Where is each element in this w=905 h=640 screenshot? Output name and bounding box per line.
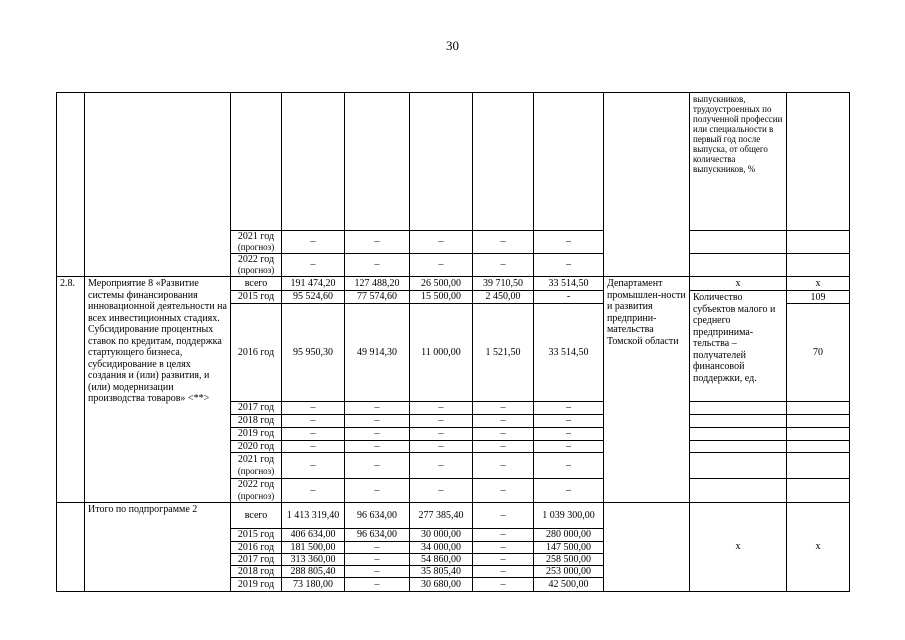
amount-cell: 11 000,00 <box>409 303 472 401</box>
year-cell <box>230 553 281 565</box>
indicator-value-empty <box>786 427 850 440</box>
amount-cell: 258 500,00 <box>533 553 603 565</box>
year-label: 2019 год <box>237 428 275 440</box>
amount-cell: – <box>344 401 409 414</box>
year-cell <box>230 230 281 253</box>
forecast-note: (прогноз) <box>237 265 275 275</box>
amount-cell: – <box>472 427 533 440</box>
amount-cell: – <box>281 230 344 253</box>
year-cell <box>230 290 281 303</box>
amount-cell: 181 500,00 <box>281 541 344 553</box>
year-cell <box>230 401 281 414</box>
amount-cell: – <box>344 253 409 276</box>
amount-cell: 30 000,00 <box>409 528 472 541</box>
indicator-value-2016: 70 <box>786 303 850 401</box>
amount-cell: – <box>533 401 603 414</box>
amount-cell: 26 500,00 <box>409 276 472 290</box>
year-label: 2017 год <box>237 553 275 565</box>
amount-cell: – <box>533 440 603 452</box>
amount-cell: – <box>472 440 533 452</box>
amount-cell: – <box>409 414 472 427</box>
amount-cell: – <box>409 452 472 478</box>
amount-cell: – <box>533 230 603 253</box>
amount-cell: 49 914,30 <box>344 303 409 401</box>
year-label: 2020 год <box>237 440 275 452</box>
amount-cell: 313 360,00 <box>281 553 344 565</box>
year-cell <box>230 452 281 478</box>
amount-cell: 1 039 300,00 <box>533 502 603 528</box>
amount-cell: 42 500,00 <box>533 577 603 592</box>
amount-cell: 288 805,40 <box>281 565 344 577</box>
executor-name: Департамент промышлен-ности и развития предприни-мательства Томской области <box>603 276 689 502</box>
forecast-note: (прогноз) <box>237 465 275 476</box>
year-label: 2015 год <box>237 291 275 303</box>
year-cell <box>230 565 281 577</box>
amount-cell: 191 474,20 <box>281 276 344 290</box>
indicator-name-empty <box>689 230 786 253</box>
amount-cell: 280 000,00 <box>533 528 603 541</box>
year-label: всего <box>244 277 268 289</box>
year-cell <box>230 541 281 553</box>
amount-cell: 277 385,40 <box>409 502 472 528</box>
amount-cell: – <box>281 478 344 502</box>
amount-cell: – <box>472 230 533 253</box>
indicator-value-empty <box>786 401 850 414</box>
amount-cell: – <box>344 414 409 427</box>
amount-cell: – <box>472 528 533 541</box>
amount-cell: – <box>281 452 344 478</box>
year-label: 2016 год <box>237 346 275 358</box>
amount-cell: – <box>344 230 409 253</box>
amount-cell: 406 634,00 <box>281 528 344 541</box>
indicator-name: Количество субъектов малого и среднего предпринима-тельства – получателей финансовой поддержки, ед. <box>689 290 786 401</box>
amount-cell-empty <box>281 92 344 230</box>
amount-cell: 127 488,20 <box>344 276 409 290</box>
year-cell <box>230 276 281 290</box>
amount-cell: 15 500,00 <box>409 290 472 303</box>
forecast-note: (прогноз) <box>237 242 275 252</box>
amount-cell: 253 000,00 <box>533 565 603 577</box>
indicator-name-empty <box>689 253 786 276</box>
name-cell-empty <box>84 92 230 276</box>
year-cell-empty <box>230 92 281 230</box>
amount-cell-empty <box>409 92 472 230</box>
amount-cell: – <box>344 553 409 565</box>
year-label: всего <box>244 509 268 521</box>
year-label: 2019 год <box>237 578 275 590</box>
amount-cell: 39 710,50 <box>472 276 533 290</box>
amount-cell: 147 500,00 <box>533 541 603 553</box>
amount-cell: 95 524,60 <box>281 290 344 303</box>
amount-cell: – <box>344 541 409 553</box>
indicator-name-empty <box>689 401 786 414</box>
amount-cell: – <box>472 502 533 528</box>
year-cell <box>230 577 281 592</box>
year-label: 2017 год <box>237 402 275 414</box>
year-cell <box>230 427 281 440</box>
amount-cell: – <box>344 427 409 440</box>
indicator-name: выпускников, трудоустроенных по полученной профессии или специальности в первый год после выпуска, от общего количества выпускников, % <box>689 92 786 230</box>
amount-cell: – <box>281 414 344 427</box>
year-cell <box>230 253 281 276</box>
amount-cell: – <box>472 253 533 276</box>
indicator-name-empty <box>689 427 786 440</box>
amount-cell: – <box>533 427 603 440</box>
amount-cell: – <box>281 253 344 276</box>
indicator-x: x <box>786 276 850 290</box>
amount-cell: 96 634,00 <box>344 528 409 541</box>
amount-cell-empty <box>344 92 409 230</box>
amount-cell: – <box>472 565 533 577</box>
amount-cell: 1 413 319,40 <box>281 502 344 528</box>
amount-cell: – <box>344 565 409 577</box>
year-cell <box>230 528 281 541</box>
amount-cell: – <box>409 401 472 414</box>
amount-cell: 33 514,50 <box>533 303 603 401</box>
amount-cell: – <box>472 553 533 565</box>
executor-cell-empty <box>603 502 689 592</box>
amount-cell: – <box>472 401 533 414</box>
year-label: 2021 год <box>237 454 275 465</box>
amount-cell: – <box>533 414 603 427</box>
indicator-value-empty <box>786 440 850 452</box>
total-x: x <box>689 502 786 592</box>
indicator-value-empty <box>786 414 850 427</box>
amount-cell: – <box>472 452 533 478</box>
total-x: x <box>786 502 850 592</box>
amount-cell: – <box>409 230 472 253</box>
indicator-value-empty <box>786 452 850 478</box>
amount-cell: 35 805,40 <box>409 565 472 577</box>
year-cell <box>230 440 281 452</box>
indicator-name-empty <box>689 440 786 452</box>
year-label: 2018 год <box>237 565 275 577</box>
amount-cell: – <box>472 478 533 502</box>
year-label: 2016 год <box>237 541 275 553</box>
amount-cell: – <box>533 253 603 276</box>
amount-cell: - <box>533 290 603 303</box>
year-cell <box>230 502 281 528</box>
measure-name: Мероприятие 8 «Развитие системы финансирования инновационной деятельности на всех инвестиционных стадиях. Субсидирование процентных ставок по кредитам, поддержка стартующего бизнеса, субсидирование в целях создания и (или) развития, и (или) модернизации производства товаров» <**> <box>84 276 230 502</box>
amount-cell: – <box>409 440 472 452</box>
year-label: 2022 год <box>237 479 275 490</box>
amount-cell-empty <box>472 92 533 230</box>
year-label: 2015 год <box>237 529 275 541</box>
amount-cell: 54 860,00 <box>409 553 472 565</box>
amount-cell: – <box>281 401 344 414</box>
indicator-value-empty <box>786 253 850 276</box>
row-number: 2.8. <box>56 276 84 502</box>
year-label: 2021 год <box>237 230 275 242</box>
amount-cell: 77 574,60 <box>344 290 409 303</box>
amount-cell: 34 000,00 <box>409 541 472 553</box>
amount-cell: 2 450,00 <box>472 290 533 303</box>
indicator-value-2015: 109 <box>786 290 850 303</box>
amount-cell: – <box>344 577 409 592</box>
amount-cell: 95 950,30 <box>281 303 344 401</box>
amount-cell: 30 680,00 <box>409 577 472 592</box>
year-cell <box>230 414 281 427</box>
amount-cell: – <box>344 478 409 502</box>
amount-cell: – <box>344 440 409 452</box>
amount-cell: – <box>533 452 603 478</box>
indicator-name-empty <box>689 414 786 427</box>
number-cell-empty <box>56 502 84 592</box>
amount-cell: – <box>281 440 344 452</box>
amount-cell: 33 514,50 <box>533 276 603 290</box>
forecast-note: (прогноз) <box>237 490 275 501</box>
indicator-value-empty <box>786 478 850 502</box>
total-name: Итого по подпрограмме 2 <box>84 502 230 592</box>
amount-cell: – <box>409 478 472 502</box>
amount-cell: – <box>409 427 472 440</box>
executor-cell-empty <box>603 92 689 276</box>
number-cell-empty <box>56 92 84 276</box>
page-number: 30 <box>446 38 459 53</box>
amount-cell: – <box>472 577 533 592</box>
amount-cell: – <box>533 478 603 502</box>
indicator-x: x <box>689 276 786 290</box>
year-label: 2018 год <box>237 415 275 427</box>
amount-cell-empty <box>533 92 603 230</box>
indicator-value-empty <box>786 92 850 230</box>
amount-cell: – <box>409 253 472 276</box>
amount-cell: – <box>281 427 344 440</box>
amount-cell: 73 180,00 <box>281 577 344 592</box>
year-cell <box>230 478 281 502</box>
year-label: 2022 год <box>237 253 275 265</box>
indicator-name-empty <box>689 452 786 478</box>
amount-cell: 96 634,00 <box>344 502 409 528</box>
indicator-value-empty <box>786 230 850 253</box>
amount-cell: – <box>472 414 533 427</box>
amount-cell: 1 521,50 <box>472 303 533 401</box>
amount-cell: – <box>344 452 409 478</box>
amount-cell: – <box>472 541 533 553</box>
year-cell <box>230 303 281 401</box>
indicator-name-empty <box>689 478 786 502</box>
